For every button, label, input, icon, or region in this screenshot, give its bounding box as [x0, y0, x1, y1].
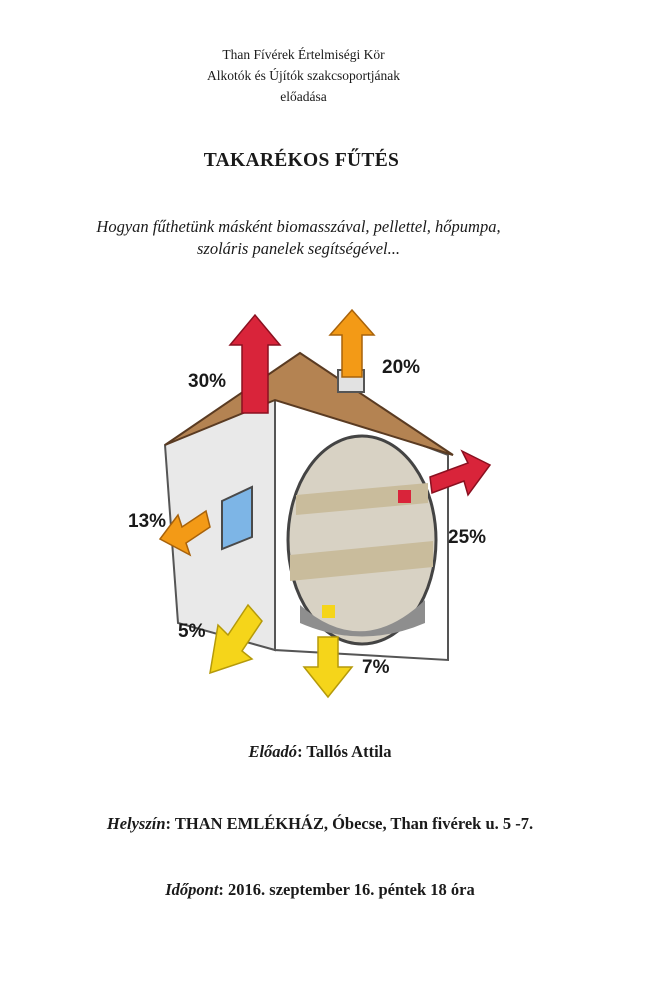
presenter-label: Előadó — [248, 742, 298, 761]
heat-loss-house-illustration — [110, 305, 530, 705]
window-loss-label: 13% — [128, 511, 167, 532]
house-side-wall — [165, 390, 275, 650]
chimney-heat-loss-arrow — [330, 310, 374, 377]
floor-loss-label: 5% — [178, 621, 206, 642]
organizer-line-3: előadása — [280, 89, 327, 104]
organizer-header — [0, 44, 607, 107]
time-value: : 2016. szeptember 16. péntek 18 óra — [218, 880, 475, 899]
presenter-value: : Tallós Attila — [297, 742, 392, 761]
chimney-loss-label: 20% — [382, 357, 421, 378]
house-diagram — [110, 305, 530, 705]
organizer-line-1: Than Fívérek Értelmiségi Kör — [222, 47, 385, 62]
subtitle — [0, 216, 597, 260]
presenter-line — [0, 742, 640, 762]
heat-source-cube — [398, 490, 411, 503]
ground-loss-label: 7% — [362, 657, 390, 678]
venue-label: Helyszín — [106, 814, 166, 833]
page-title: TAKARÉKOS FŰTÉS — [203, 150, 400, 171]
wall-loss-label: 25% — [448, 527, 487, 548]
time-label: Időpont — [165, 880, 219, 899]
subtitle-line-2: szoláris panelek segítségével... — [197, 239, 400, 258]
subtitle-line-1: Hogyan fűthetünk másként biomasszával, pellettel, hőpumpa, — [96, 217, 501, 236]
roof-loss-label: 30% — [188, 371, 227, 392]
venue-line — [0, 814, 640, 834]
time-line — [0, 880, 640, 900]
boiler-cube — [322, 605, 335, 618]
venue-value: : THAN EMLÉKHÁZ, Óbecse, Than fivérek u. 5 -7. — [165, 814, 534, 833]
organizer-line-2: Alkotók és Újítók szakcsoportjának — [206, 68, 401, 83]
